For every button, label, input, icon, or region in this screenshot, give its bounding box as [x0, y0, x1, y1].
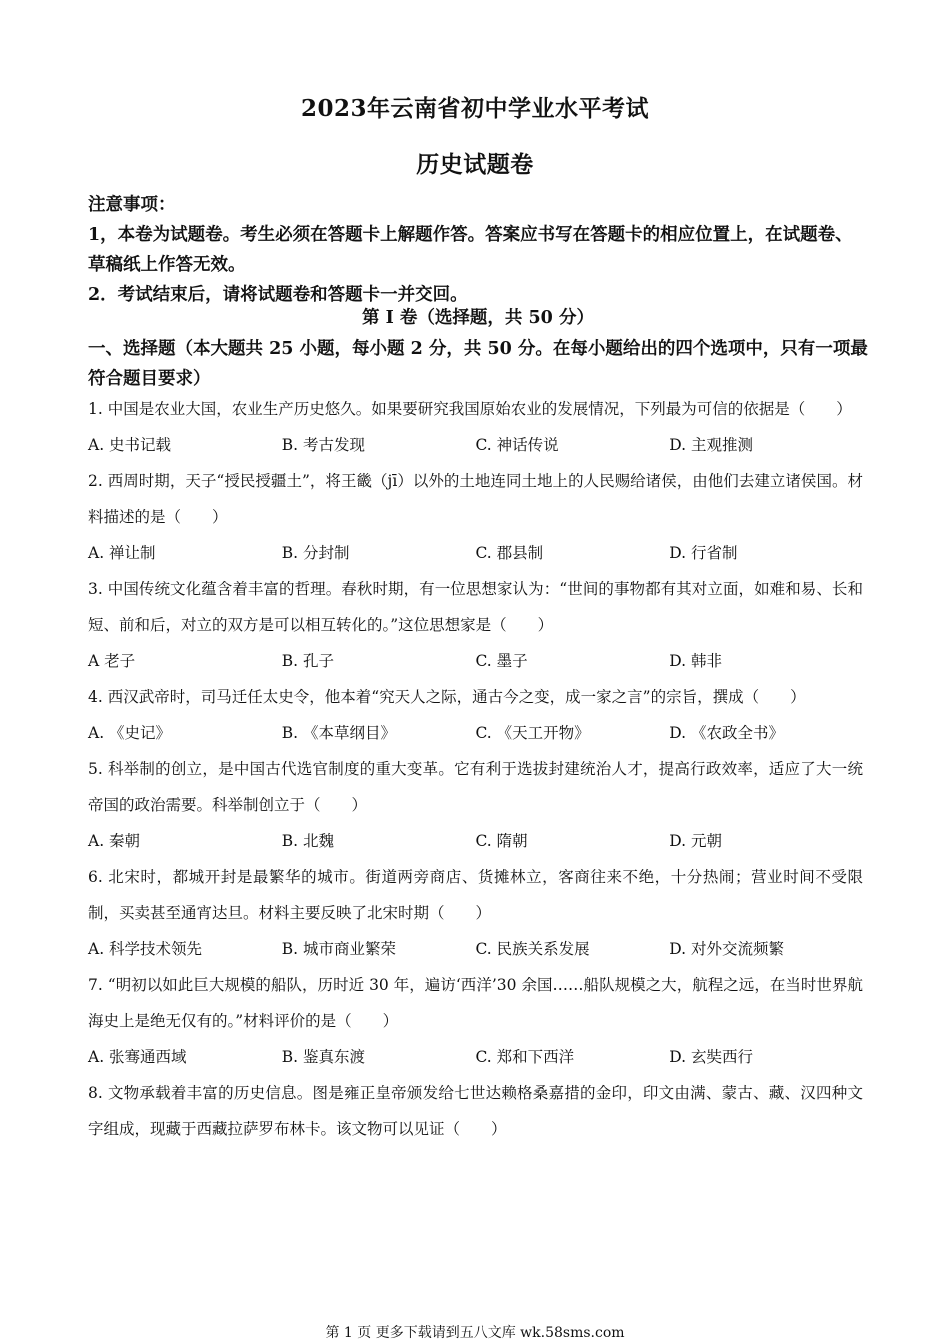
option-d: D. 《农政全书》: [669, 724, 784, 742]
question-options: [88, 427, 863, 463]
notes-section: [88, 190, 868, 310]
notes-heading: 注意事项：: [88, 195, 176, 215]
option-c: C. 隋朝: [475, 832, 528, 850]
question-item: [88, 1075, 863, 1147]
notes-item: 1，本卷为试题卷。考生必须在答题卡上解题作答。答案应书写在答题卡的相应位置上，在试题卷、草稿纸上作答无效。: [88, 225, 853, 275]
exam-subtitle: 历史试题卷: [416, 151, 534, 178]
option-a: A 老子: [88, 652, 136, 670]
question-item: [88, 859, 863, 967]
option-d: D. 韩非: [669, 652, 722, 670]
option-d: D. 元朝: [669, 832, 722, 850]
option-b: B. 分封制: [281, 544, 350, 562]
option-c: C. 神话传说: [475, 436, 559, 454]
option-b: B. 《本草纲目》: [281, 724, 396, 742]
option-d: D. 主观推测: [669, 436, 753, 454]
exam-title: 2023年云南省初中学业水平考试: [300, 95, 649, 122]
option-b: B. 鉴真东渡: [281, 1048, 365, 1066]
question-stem: 5. 科举制的创立，是中国古代选官制度的重大变革。它有利于选拔封建统治人才，提高行政效率，适应了大一统帝国的政治需要。科举制创立于（ ）: [88, 760, 863, 814]
question-stem: 3. 中国传统文化蕴含着丰富的哲理。春秋时期，有一位思想家认为：“世间的事物都有其对立面，如难和易、长和短、前和后，对立的双方是可以相互转化的。”这位思想家是（ ）: [88, 580, 863, 634]
question-item: [88, 571, 863, 679]
option-b: B. 考古发现: [281, 436, 365, 454]
question-stem: 1. 中国是农业大国，农业生产历史悠久。如果要研究我国原始农业的发展情况，下列最为可信的依据是（ ）: [88, 400, 852, 418]
notes-item: 2．考试结束后，请将试题卷和答题卡一并交回。: [88, 285, 468, 305]
option-c: C. 郑和下西洋: [475, 1048, 575, 1066]
question-item: [88, 463, 863, 571]
option-d: D. 行省制: [669, 544, 738, 562]
question-list: [88, 391, 863, 1147]
question-stem: 7. “明初以如此巨大规模的船队，历时近 30 年，遍访‘西洋’30 余国……船队规模之大，航程之远，在当时世界航海史上是绝无仅有的。”材料评价的是（ ）: [88, 976, 863, 1030]
question-item: [88, 679, 863, 751]
option-b: B. 孔子: [281, 652, 334, 670]
option-d: D. 对外交流频繁: [669, 940, 784, 958]
question-item: [88, 967, 863, 1075]
option-a: A. 史书记载: [88, 436, 172, 454]
question-options: [88, 1039, 863, 1075]
question-options: [88, 823, 863, 859]
question-options: [88, 643, 863, 679]
option-c: C. 墨子: [475, 652, 528, 670]
option-a: A. 科学技术领先: [88, 940, 203, 958]
question-stem: 4. 西汉武帝时，司马迁任太史令，他本着“究天人之际，通古今之变，成一家之言”的宗旨，撰成（ ）: [88, 688, 806, 706]
question-stem: 2. 西周时期，天子“授民授疆土”，将王畿（jī）以外的土地连同土地上的人民赐给诸侯，由他们去建立诸侯国。材料描述的是（ ）: [88, 472, 863, 526]
question-stem: 6. 北宋时，都城开封是最繁华的城市。街道两旁商店、货摊林立，客商往来不绝，十分热闹；营业时间不受限制，买卖甚至通宵达旦。材料主要反映了北宋时期（ ）: [88, 868, 863, 922]
option-c: C. 《天工开物》: [475, 724, 590, 742]
option-a: A. 《史记》: [88, 724, 172, 742]
page-footer: 第 1 页 更多下载请到五八文库 wk.58sms.com: [325, 1325, 625, 1341]
question-options: [88, 535, 863, 571]
option-c: C. 民族关系发展: [475, 940, 590, 958]
question-item: [88, 391, 863, 463]
question-options: [88, 715, 863, 751]
option-a: A. 禅让制: [88, 544, 156, 562]
part-heading: 一、选择题（本大题共 25 小题，每小题 2 分，共 50 分。在每小题给出的四个选项中，只有一项最符合题目要求）: [88, 339, 868, 389]
volume-heading: 第 I 卷（选择题，共 50 分）: [362, 308, 594, 328]
option-b: B. 北魏: [281, 832, 334, 850]
option-a: A. 秦朝: [88, 832, 141, 850]
option-d: D. 玄奘西行: [669, 1048, 753, 1066]
option-c: C. 郡县制: [475, 544, 544, 562]
option-b: B. 城市商业繁荣: [281, 940, 396, 958]
question-stem: 8. 文物承载着丰富的历史信息。图是雍正皇帝颁发给七世达赖格桑嘉措的金印，印文由满、蒙古、藏、汉四种文字组成，现藏于西藏拉萨罗布林卡。该文物可以见证（ ）: [88, 1084, 863, 1138]
question-options: [88, 931, 863, 967]
option-a: A. 张骞通西域: [88, 1048, 187, 1066]
question-item: [88, 751, 863, 859]
